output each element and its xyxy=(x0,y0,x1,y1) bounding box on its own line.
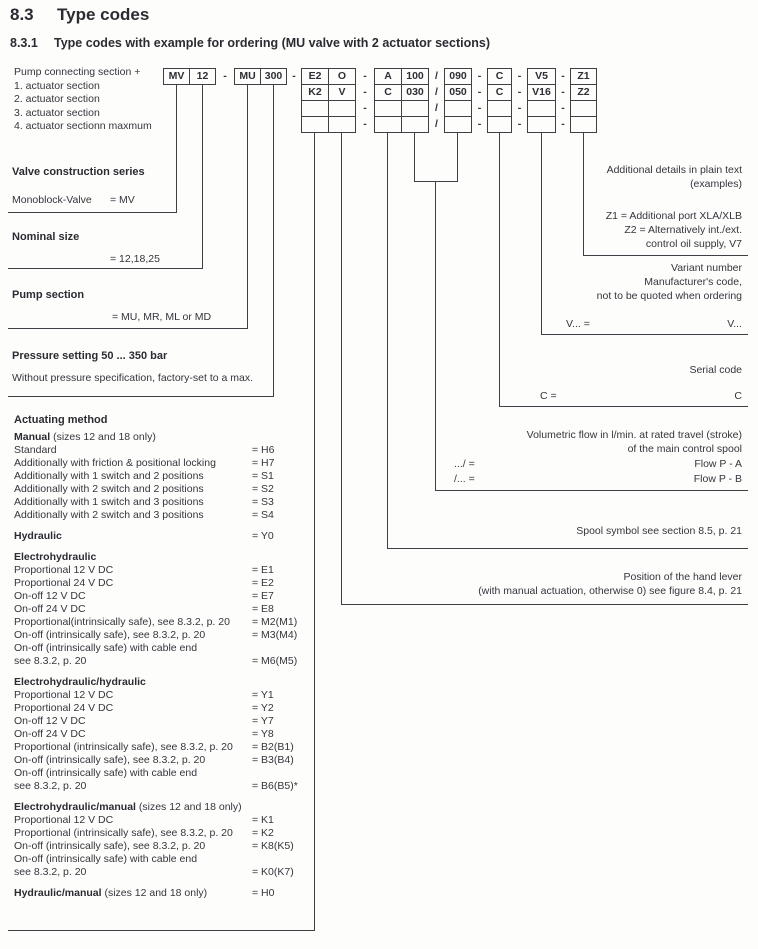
label-nominal-size xyxy=(12,231,312,265)
section-number: 8.3 xyxy=(10,5,34,24)
label-lines xyxy=(342,570,742,598)
label-lines xyxy=(532,209,742,251)
type-code-separator: - xyxy=(561,102,565,114)
option-code: = H7 xyxy=(252,457,275,469)
actuating-option-row xyxy=(14,827,316,840)
type-code-cell xyxy=(570,100,597,117)
type-code-separator: - xyxy=(477,102,482,114)
type-code-separator: - xyxy=(363,102,367,114)
option-code: = Y8 xyxy=(252,728,274,740)
option-label: see 8.3.2, p. 20 xyxy=(14,780,87,792)
connector-line-horizontal xyxy=(8,930,315,931)
option-code: = H6 xyxy=(252,444,275,456)
actuating-option-row xyxy=(14,840,316,853)
option-label: Proportional 24 V DC xyxy=(14,702,114,714)
type-code-cell xyxy=(527,100,556,117)
option-label: Standard xyxy=(14,444,57,456)
actuating-group-heading xyxy=(14,887,316,900)
code-value: Flow P - A xyxy=(694,458,742,470)
label-line: of the main control spool xyxy=(627,443,742,455)
option-label: On-off (intrinsically safe) with cable end xyxy=(14,642,198,654)
type-code-cell: E2 xyxy=(301,68,329,85)
label-hand-lever-position xyxy=(342,570,748,598)
label-serial-code xyxy=(500,363,748,403)
type-code-cell xyxy=(301,100,329,117)
actuating-group-heading xyxy=(14,551,316,564)
type-code-separator: - xyxy=(223,70,227,82)
type-code-cell: C xyxy=(487,68,512,85)
type-code-cell xyxy=(444,100,472,117)
type-code-separator: / xyxy=(435,102,438,114)
type-code-cell xyxy=(401,116,429,133)
type-code-cell xyxy=(487,100,512,117)
connector-line-horizontal xyxy=(387,548,748,549)
label-line: Additional details in plain text xyxy=(606,164,742,176)
type-code-separator: - xyxy=(517,70,522,82)
connector-line-horizontal xyxy=(414,181,458,182)
actuating-group xyxy=(14,530,316,543)
option-label: On-off 12 V DC xyxy=(14,715,86,727)
actuating-option-row xyxy=(14,702,316,715)
actuating-option-row xyxy=(14,715,316,728)
actuating-option-row xyxy=(14,483,316,496)
option-code: = Y7 xyxy=(252,715,274,727)
connector-line-horizontal xyxy=(8,268,203,269)
option-code: = K8(K5) xyxy=(252,840,294,852)
option-label: Proportional 12 V DC xyxy=(14,564,114,576)
option-code: = K2 xyxy=(252,827,274,839)
subsection-heading xyxy=(10,37,490,50)
label-line: Serial code xyxy=(689,364,742,376)
type-code-cell: 030 xyxy=(401,84,429,101)
block-value: = MV xyxy=(110,194,135,206)
type-code-cell: C xyxy=(487,84,512,101)
connector-line-vertical xyxy=(414,133,415,181)
actuating-group xyxy=(14,431,316,522)
type-code-separator: - xyxy=(477,86,482,98)
label-lines xyxy=(542,261,742,303)
block-title: Valve construction series xyxy=(12,166,145,178)
code-key: V... = xyxy=(566,318,590,330)
actuating-group-heading xyxy=(14,676,316,689)
label-additional-details xyxy=(532,163,748,251)
block-item: Monoblock-Valve xyxy=(12,194,92,206)
type-code-separator: - xyxy=(363,118,367,130)
option-label: Proportional (intrinsically safe), see 8.3.2, p. 20 xyxy=(14,827,233,839)
option-label: On-off 24 V DC xyxy=(14,603,86,615)
code-equation-row xyxy=(436,457,742,471)
label-line: Manufacturer's code, xyxy=(644,276,742,288)
type-code-cell: Z2 xyxy=(570,84,597,101)
label-line: control oil supply, V7 xyxy=(645,238,742,250)
type-code-cell: K2 xyxy=(301,84,329,101)
actuating-group-heading xyxy=(14,431,316,444)
heading-suffix: (sizes 12 and 18 only) xyxy=(50,431,156,443)
type-code-cell xyxy=(487,116,512,133)
actuating-option-row xyxy=(14,754,316,767)
heading-bold: Hydraulic/manual xyxy=(14,887,102,899)
option-code: = E7 xyxy=(252,590,274,602)
option-code: = M3(M4) xyxy=(252,629,298,641)
code-equation-row xyxy=(542,317,742,331)
label-variant-number xyxy=(542,261,748,331)
option-label: On-off (intrinsically safe), see 8.3.2, p. 20 xyxy=(14,840,206,852)
actuating-option-row xyxy=(14,457,316,470)
section-heading xyxy=(10,5,150,24)
label-pump-section xyxy=(12,289,312,323)
option-label: see 8.3.2, p. 20 xyxy=(14,655,87,667)
actuating-group-heading xyxy=(14,801,316,814)
label-line: Z1 = Additional port XLA/XLB xyxy=(605,210,742,222)
type-code-cell: 300 xyxy=(260,68,287,85)
code-value: C xyxy=(734,390,742,402)
block-title: Nominal size xyxy=(12,231,80,243)
heading-suffix: (sizes 12 and 18 only) xyxy=(101,887,208,899)
type-code-cell: A xyxy=(374,68,402,85)
actuating-option-row xyxy=(14,629,316,642)
label-lines xyxy=(388,524,742,538)
option-code: = B6(B5)* xyxy=(252,780,298,792)
type-code-separator: - xyxy=(363,70,367,82)
type-code-separator: - xyxy=(561,70,565,82)
heading-suffix: (sizes 12 and 18 only) xyxy=(135,801,242,813)
actuating-option-row xyxy=(14,728,316,741)
block-value: = 12,18,25 xyxy=(110,253,160,265)
actuating-group xyxy=(14,887,316,900)
type-code-separator: - xyxy=(517,118,522,130)
type-code-separator: - xyxy=(477,118,482,130)
connector-line-horizontal xyxy=(8,212,177,213)
option-code: = Y2 xyxy=(252,702,274,714)
connector-line-horizontal xyxy=(8,328,248,329)
block-value: = MU, MR, ML or MD xyxy=(112,311,212,323)
option-label: Proportional 24 V DC xyxy=(14,577,114,589)
actuating-option-row xyxy=(14,616,316,629)
option-code: = B2(B1) xyxy=(252,741,294,753)
type-code-separator: - xyxy=(561,86,565,98)
label-lines xyxy=(532,163,742,191)
connector-line-horizontal xyxy=(583,255,748,256)
actuating-option-row xyxy=(14,444,316,457)
connector-line-horizontal xyxy=(8,396,274,397)
connector-line-horizontal xyxy=(499,406,748,407)
type-code-cell xyxy=(374,100,402,117)
type-code-cell xyxy=(527,116,556,133)
actuating-option-row xyxy=(14,741,316,754)
label-line: Position of the hand lever xyxy=(623,571,742,583)
actuating-option-row xyxy=(14,603,316,616)
heading-bold: Electrohydraulic/hydraulic xyxy=(14,676,146,688)
code-key: C = xyxy=(540,390,557,402)
type-code-separator: - xyxy=(477,70,482,82)
option-code: = E1 xyxy=(252,564,274,576)
label-line: 2. actuator section xyxy=(14,93,100,105)
actuating-option-row xyxy=(14,470,316,483)
option-code: = S3 xyxy=(252,496,274,508)
actuating-option-row xyxy=(14,577,316,590)
option-label: Additionally with friction & positional locking xyxy=(14,457,216,469)
type-code-cell: V16 xyxy=(527,84,556,101)
option-label: Additionally with 1 switch and 2 positions xyxy=(14,470,204,482)
actuating-group xyxy=(14,801,316,879)
code-value: Flow P - B xyxy=(693,473,742,485)
type-code-cell: V5 xyxy=(527,68,556,85)
type-code-cell xyxy=(328,116,356,133)
type-code-separator: - xyxy=(363,86,367,98)
option-code: = M6(M5) xyxy=(252,655,298,667)
type-code-cell: 050 xyxy=(444,84,472,101)
actuating-option-row xyxy=(14,689,316,702)
label-line: Pump connecting section + xyxy=(14,66,141,78)
label-line: Variant number xyxy=(670,262,742,274)
actuating-option-row xyxy=(14,496,316,509)
option-label: Additionally with 1 switch and 3 positions xyxy=(14,496,204,508)
label-line: 4. actuator sectionn maxmum xyxy=(14,120,152,132)
actuating-method-title: Actuating method xyxy=(14,414,108,426)
connector-line-horizontal xyxy=(435,490,748,491)
type-code-cell: 12 xyxy=(189,68,216,85)
section-title: Type codes xyxy=(57,5,150,24)
type-code-cell xyxy=(570,116,597,133)
block-title: Pump section xyxy=(12,289,85,301)
label-line: Volumetric flow in l/min. at rated travel (stroke) xyxy=(526,429,742,441)
option-label: Proportional(intrinsically safe), see 8.3.2, p. 20 xyxy=(14,616,230,628)
label-line: Spool symbol see section 8.5, p. 21 xyxy=(576,525,742,537)
type-code-cell: C xyxy=(374,84,402,101)
actuating-option-row xyxy=(14,814,316,827)
label-line: 3. actuator section xyxy=(14,106,100,119)
subsection-number: 8.3.1 xyxy=(10,36,38,50)
label-line: not to be quoted when ordering xyxy=(596,290,742,302)
option-code: = S2 xyxy=(252,483,274,495)
label-lines xyxy=(500,363,742,377)
type-code-cell xyxy=(444,116,472,133)
heading-bold: Manual xyxy=(14,431,51,443)
code-equation-row xyxy=(500,389,742,403)
code-value: V... xyxy=(727,318,742,330)
label-valve-construction-series xyxy=(12,166,312,207)
type-code-separator: / xyxy=(435,86,438,98)
block-title: Pressure setting 50 ... 350 bar xyxy=(12,350,168,362)
type-code-separator: - xyxy=(561,118,565,130)
option-label: see 8.3.2, p. 20 xyxy=(14,866,87,878)
type-code-separator: - xyxy=(517,86,522,98)
block-row xyxy=(12,194,312,207)
code-key: .../ = xyxy=(454,458,475,470)
connector-line-horizontal xyxy=(341,604,748,605)
subsection-title: Type codes with example for ordering (MU valve with 2 actuator sections) xyxy=(54,36,490,50)
option-code: = S4 xyxy=(252,509,274,521)
option-label: On-off (intrinsically safe) with cable end xyxy=(14,853,198,865)
actuating-group-heading xyxy=(14,530,316,543)
label-lines xyxy=(436,428,742,456)
label-line: (with manual actuation, otherwise 0) see figure 8.4, p. 21 xyxy=(478,585,742,597)
type-code-cell xyxy=(401,100,429,117)
option-code: = K0(K7) xyxy=(252,866,294,878)
actuating-option-row xyxy=(14,655,316,668)
type-code-cell xyxy=(328,100,356,117)
type-code-separator: / xyxy=(435,118,438,130)
block-note: Without pressure specification, factory-set to a max. xyxy=(12,372,254,384)
type-code-separator: - xyxy=(292,70,296,82)
option-label: On-off 12 V DC xyxy=(14,590,86,602)
option-code: = S1 xyxy=(252,470,274,482)
actuating-option-row xyxy=(14,590,316,603)
option-code: = Y0 xyxy=(252,530,274,542)
type-code-cell xyxy=(301,116,329,133)
label-spool-symbol xyxy=(388,524,748,538)
option-label: Proportional (intrinsically safe), see 8.3.2, p. 20 xyxy=(14,741,233,753)
actuating-option-row xyxy=(14,866,316,879)
actuating-group xyxy=(14,551,316,668)
option-label: Proportional 12 V DC xyxy=(14,814,114,826)
type-code-cell: 090 xyxy=(444,68,472,85)
option-code: = K1 xyxy=(252,814,274,826)
connector-line-horizontal xyxy=(541,334,748,335)
option-code: = B3(B4) xyxy=(252,754,294,766)
type-code-cell: O xyxy=(328,68,356,85)
actuating-group xyxy=(14,676,316,793)
option-code: = E2 xyxy=(252,577,274,589)
actuating-option-row xyxy=(14,767,316,780)
option-label: Proportional 12 V DC xyxy=(14,689,114,701)
type-code-separator: - xyxy=(517,102,522,114)
connector-line-vertical xyxy=(341,133,342,604)
type-code-cell xyxy=(374,116,402,133)
type-code-cell: MU xyxy=(234,68,261,85)
label-line: 1. actuator section xyxy=(14,79,100,92)
label-pressure-setting xyxy=(12,350,322,385)
label-volumetric-flow xyxy=(436,428,748,486)
heading-bold: Hydraulic xyxy=(14,530,62,542)
code-equation-row xyxy=(436,472,742,486)
option-label: On-off (intrinsically safe), see 8.3.2, p. 20 xyxy=(14,629,206,641)
option-code: = H0 xyxy=(252,887,275,899)
option-label: Additionally with 2 switch and 2 positions xyxy=(14,483,204,495)
type-code-cell: V xyxy=(328,84,356,101)
option-code: = M2(M1) xyxy=(252,616,298,628)
actuating-option-row xyxy=(14,564,316,577)
actuating-method-list xyxy=(14,414,316,900)
actuating-option-row xyxy=(14,509,316,522)
actuating-option-row xyxy=(14,853,316,866)
heading-bold: Electrohydraulic/manual xyxy=(14,801,136,813)
connector-line-vertical xyxy=(387,133,388,548)
option-label: Additionally with 2 switch and 3 positions xyxy=(14,509,204,521)
option-label: On-off (intrinsically safe), see 8.3.2, p. 20 xyxy=(14,754,206,766)
label-line: Z2 = Alternatively int./ext. xyxy=(624,224,742,236)
option-code: = E8 xyxy=(252,603,274,615)
type-code-cell: Z1 xyxy=(570,68,597,85)
option-code: = Y1 xyxy=(252,689,274,701)
code-key: /... = xyxy=(454,473,475,485)
type-code-cell: MV xyxy=(163,68,190,85)
heading-bold: Electrohydraulic xyxy=(14,551,97,563)
type-code-separator: / xyxy=(435,70,438,82)
connector-line-vertical xyxy=(457,133,458,181)
type-code-cell: 100 xyxy=(401,68,429,85)
option-label: On-off 24 V DC xyxy=(14,728,86,740)
option-label: On-off (intrinsically safe) with cable end xyxy=(14,767,198,779)
actuating-option-row xyxy=(14,642,316,655)
actuating-option-row xyxy=(14,780,316,793)
label-line: (examples) xyxy=(690,178,742,190)
